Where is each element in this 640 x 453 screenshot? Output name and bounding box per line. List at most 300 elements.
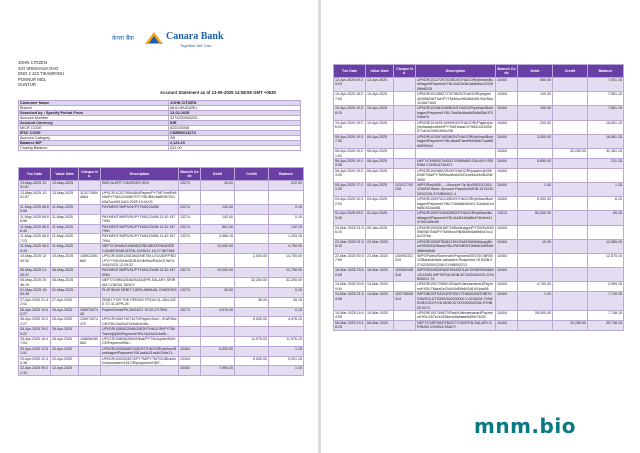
table-cell: 4,976.00 <box>201 307 235 317</box>
table-cell: 11-May-2025 06:00:56 <box>20 205 49 214</box>
table-cell: 5,000.00 <box>235 356 269 366</box>
table-cell: UPI/DR/1086922068/2/BONTHAGORI/PYTM/Trans/jbjUtil/Payment/YBL/4c2bc2c4a9b... <box>101 327 179 337</box>
table-cell: 03-Apr-2025 <box>366 197 394 211</box>
table-cell: 13274 <box>179 214 201 224</box>
table-cell: UPI/DR/101081198/BONTHAGORI/yblhan/Bonthagori/Payment/YBL/7ba5dc8ba8d2b8d/5a1f7004ba7d <box>416 106 496 120</box>
table-cell <box>553 182 588 196</box>
table-cell: 11-May-2025 06:00:43 <box>20 244 49 253</box>
table-cell: 10404 <box>496 106 518 120</box>
table-cell: 10404 <box>179 366 201 376</box>
table-cell <box>394 239 416 253</box>
table-cell <box>553 134 588 148</box>
table-row <box>334 120 624 134</box>
table-cell: 08-Mar-2025 19:18:25 <box>335 320 364 330</box>
table-cell: 26-Apr-2025 <box>51 307 79 317</box>
table-cell: 7,651.15 <box>588 106 624 120</box>
table-row <box>19 366 304 376</box>
table-cell: 10,000.00 <box>201 244 235 254</box>
address-line: GUNTUR <box>18 82 36 88</box>
table-cell: 10-Apr-2025 <box>366 120 394 134</box>
table-cell: 13274 <box>179 268 201 278</box>
watermark: mnm.bio <box>474 414 576 438</box>
table-cell: UPI/CR/106974074472/Paytm/Jubr/.../KARSAICBJYBL/4a2bc37e9c8/4c/8b... <box>102 317 177 326</box>
table-cell: 4,750.00 <box>518 282 553 292</box>
table-cell <box>553 92 588 106</box>
table-cell: 11-May-2025 06:08:40 <box>20 224 49 234</box>
table-cell: 26-Apr-2025 19:32:27 <box>19 317 51 327</box>
table-cell: 26-Apr-2025 19:32:27 <box>19 307 51 317</box>
summary-value: 2,123.15 <box>169 141 301 146</box>
table-cell: 10-May-2025 <box>51 254 79 268</box>
bank-name: Canara Bank <box>166 31 224 42</box>
table-cell <box>588 225 624 239</box>
table-cell <box>394 92 416 106</box>
table-cell: 22-Mar-2025 <box>366 254 394 268</box>
table-cell <box>394 106 416 120</box>
table-cell <box>201 317 235 327</box>
table-cell <box>79 366 101 376</box>
table-cell: NEFT/CNR0507945327/SBI/MAR-SALARY-SRIRAM CONSULTANCY <box>416 158 496 168</box>
table-cell <box>201 356 235 366</box>
table-cell: 26-Apr-2025 <box>51 337 79 347</box>
table-cell: 12,575.15 <box>588 254 624 268</box>
table-cell: 11,976.15 <box>269 337 304 347</box>
table-cell: 0.15 <box>269 214 304 224</box>
table-row <box>19 297 304 307</box>
column-header: Debit <box>518 65 553 78</box>
table-cell: 26-Apr-2025 19:25:22 <box>19 327 51 337</box>
table-cell: 13274 <box>179 181 201 191</box>
table-cell: 32,250.00 <box>235 278 269 288</box>
table-cell: 10404 <box>496 120 518 134</box>
table-cell: 222.00 <box>269 181 304 191</box>
table-cell: 100718006 314 <box>394 292 416 311</box>
table-cell: SBINT FOR THE PERIOD FROM 01-JAN-2025 TO 31-APR-25 <box>101 297 179 307</box>
table-cell: UPI/DR/101090/1999/BONTHAGORI/Paytm/paytmhwaqhudhbh/PYTM/Hwasi/1/7984/14/3400/071a/1b1e8016f/5c/08 <box>416 120 496 134</box>
table-cell <box>394 320 416 330</box>
summary-label: Customer Name <box>19 101 169 106</box>
table-cell: 142.15 <box>269 224 304 234</box>
table-cell: 27-Apr-2025 <box>51 297 79 307</box>
table-cell: 22-Mar-2025 00:37:59 <box>334 254 366 268</box>
address-line: PONNUR MDL <box>18 76 47 82</box>
table-cell: 1,203.15 <box>269 234 304 244</box>
table-cell: 4,750.00 <box>269 244 304 254</box>
column-header: Credit <box>553 65 588 78</box>
table-cell: SMS ALERT CHARGES HDV <box>101 181 179 191</box>
table-cell <box>179 254 201 268</box>
table-cell <box>179 327 201 337</box>
table-cell <box>553 225 588 239</box>
table-cell: 11-May-2025 <box>51 244 79 254</box>
table-cell <box>394 120 416 134</box>
table-cell: 13-May-2025 <box>51 190 79 204</box>
table-row <box>334 225 624 239</box>
table-cell: 06-Apr-2025 19:19:38 <box>334 158 366 168</box>
table-cell <box>394 310 416 320</box>
table-row <box>19 307 304 317</box>
table-cell: 14,750.00 <box>269 254 304 268</box>
table-cell: 13274 <box>179 307 201 317</box>
table-cell: 200.00 <box>518 120 553 134</box>
address-line: DNO 2 122 TIKAMPADU <box>18 71 65 77</box>
table-cell: 101017782 228 <box>394 182 416 196</box>
table-cell <box>394 158 416 168</box>
summary-label: Balance B/F <box>19 141 169 146</box>
table-cell: 52,000.00 <box>518 211 553 225</box>
table-cell: PLATINUM DEBIT CARD ANNUAL CHARGES <box>101 287 179 297</box>
column-header: Value Date <box>51 168 79 181</box>
table-cell <box>79 224 101 234</box>
table-cell: IMPS/Failed/Surrender/Payment/GEOS/CNR0012/Bank/details validation:Snapment Of MOB:3274220000/2206-SYNB000213 <box>416 254 496 268</box>
table-row <box>334 310 624 320</box>
table-cell <box>235 268 269 278</box>
table-cell: 1.00 <box>518 182 553 196</box>
table-cell: 10404 <box>496 310 518 320</box>
table-cell: 22-Mar-2025 <box>366 239 394 253</box>
table-cell: 15.00 <box>201 181 235 191</box>
column-header: Cheque No. <box>79 168 101 181</box>
summary-label: MICR CODE <box>19 126 169 131</box>
table-cell: 27-Apr-2025 21:32:51 <box>19 297 51 307</box>
table-cell: 12-Apr-2025 09:25:04 <box>334 78 366 92</box>
table-cell: 32,250.00 <box>553 320 588 330</box>
table-cell: 1.15 <box>588 182 624 196</box>
table-cell <box>588 268 624 282</box>
table-cell: 35.15 <box>269 297 304 307</box>
column-header: Txn Date <box>334 65 366 78</box>
table-cell: 0.15 <box>269 307 304 317</box>
table-cell: 14-Mar-2025 <box>366 292 394 311</box>
table-cell: 12513 <box>496 211 518 225</box>
table-cell <box>394 282 416 292</box>
statement-title: Account Statement as of 13-05-2025 14:58:55 GMT +0530 <box>160 90 276 95</box>
table-cell: 14-Mar-2025 20:59:54 <box>335 282 364 291</box>
table-cell: 13274 <box>179 234 201 244</box>
table-cell: 20-Apr-2025 <box>51 346 79 356</box>
table-cell: PAYMENT/IMPS/91/PYTM0123456 11:30 1577994 <box>101 234 179 244</box>
table-cell <box>235 287 269 297</box>
table-cell: 1.15 <box>269 346 304 356</box>
table-cell <box>79 278 101 288</box>
table-cell <box>518 254 553 268</box>
table-cell: 106974074 28 <box>79 307 101 317</box>
summary-row <box>19 146 301 151</box>
table-cell <box>179 278 201 288</box>
table-cell <box>79 244 101 254</box>
table-cell <box>518 225 553 239</box>
table-cell: UPI/DR/1009702645/BONTHAGORI/yblhan/Bonthagori/Payment/YBL/AAEd1f4a8bd74b3ee41475d1405cb8 <box>416 211 496 225</box>
table-cell: 4,976.15 <box>269 317 304 327</box>
table-cell: IMPS/BONTHAGORI/YBLYTHANGA/ATHBONDIM/SOLUTIONS/300000000 0-0234004 7/HWKDBSJGX/YVN MOB:3274220000/2206-SYNB00 0274 <box>416 292 496 311</box>
table-cell <box>518 320 553 330</box>
table-cell: 11-May-2025 <box>51 234 79 244</box>
table-cell: UPI/DR/100976224/BONTHAGORI/yblhan/Bonthagori/Payment/YBL/71b8a6b3b0e3 31a3ed1e4fa8d1f32ac681 <box>417 197 494 210</box>
table-cell: 10-Apr-2025 19:26:03 <box>334 120 366 134</box>
table-cell: UPI/CR/1086962806/Nihal/PYTM/Jupiter/BAHCE/Payment/Bkh... <box>101 337 179 347</box>
table-cell <box>79 297 101 307</box>
table-cell: 7,748.15 <box>588 310 624 320</box>
table-cell: UPI/CR/108912081663/NETIM LRJ/JIDP/FBOLPY/***0010/HbOlDRJI/HibRsh/PaOrOl WE/10/05/2025 12:29:32 <box>101 254 179 268</box>
table-cell <box>553 292 588 311</box>
table-cell: 10404 <box>496 158 518 168</box>
table-cell: 11-May-2025 06:08:56 <box>20 214 49 224</box>
table-cell <box>201 337 235 347</box>
table-cell: 16-Mar-2025 <box>366 268 394 282</box>
account-summary-table <box>18 100 301 151</box>
summary-value: 3274220000202 <box>169 116 301 121</box>
table-cell: 05-Apr-2025 17:21:29 <box>334 182 366 196</box>
table-cell <box>416 149 496 159</box>
canara-bank-logo <box>112 28 232 50</box>
table-cell <box>394 168 416 182</box>
table-cell: 5,000.00 <box>201 346 235 356</box>
table-cell: 231.15 <box>588 158 624 168</box>
table-cell: 10.00 <box>518 239 553 253</box>
table-cell: 6.15 <box>588 197 624 211</box>
summary-label: Account Category <box>19 136 169 141</box>
table-cell: 24-Mar-2025 21:06:10 <box>334 225 366 239</box>
table-row <box>19 205 304 215</box>
table-cell <box>79 205 101 215</box>
table-row <box>19 337 304 347</box>
table-cell <box>553 310 588 320</box>
table-cell: 11-May-2025 <box>51 224 79 234</box>
table-cell: 100.00 <box>518 92 553 106</box>
table-cell: 09-Jan-2025 <box>366 225 394 239</box>
table-row <box>334 254 624 268</box>
table-cell <box>201 190 235 204</box>
table-cell: UPI/DR/100997828474/KONA/HWAMA/pay@hw49280002/Bank/YBL/PAYMENT/a9fab1df9ba5486e69848 <box>416 239 496 253</box>
table-cell: UPI/DR/100988/2/BONTHAGORI/paytm/@0956/08/TNA/PYTM/MooBo6430014e6ed/4e8b2563000 <box>416 168 496 182</box>
table-cell: 7,551.15 <box>588 92 624 106</box>
table-cell: 09-Apr-2025 19:37:00 <box>334 134 366 148</box>
table-cell: 20-Apr-2025 <box>51 356 79 366</box>
table-cell: 0.15 <box>269 205 304 215</box>
table-cell: 13-May-2025 <box>51 181 79 191</box>
table-cell: 19,000.00 <box>201 268 235 278</box>
table-cell <box>201 327 235 337</box>
table-cell <box>179 244 201 254</box>
table-cell: 1.15 <box>269 366 304 376</box>
table-cell: 11-May-2025 <box>51 205 79 215</box>
table-cell: 7,749.15 <box>588 292 624 311</box>
table-row <box>334 239 624 253</box>
table-row <box>334 168 624 182</box>
column-header: Value Date <box>366 65 394 78</box>
table-cell: 12-Apr-2025 <box>366 78 394 92</box>
table-cell: 10404 <box>496 292 518 311</box>
table-cell: 12,565.15 <box>588 239 624 253</box>
table-cell <box>553 268 588 282</box>
table-cell: IMPS/Ravi/AM/...../Account Sp No/4581111161/1/16039 Bank: Account Payment/MOB:3274220000/2206-SYNB00021 4 <box>416 182 496 196</box>
table-row <box>19 287 304 297</box>
summary-label: Account Number <box>19 116 169 121</box>
table-cell <box>179 317 201 327</box>
column-header: Txn Date <box>19 168 51 181</box>
table-cell <box>235 234 269 244</box>
summary-label: Searched by : Specify Period From <box>19 111 169 116</box>
table-cell <box>553 282 588 292</box>
bank-hindi-name: केनरा बैंक <box>112 35 134 42</box>
table-cell: 13274 <box>179 287 201 297</box>
table-cell: 10-May-2025 12:29:32 <box>19 254 51 268</box>
table-row <box>19 356 304 366</box>
table-cell: 01-May-2025 10:53:38 <box>19 287 51 297</box>
table-header-row <box>334 65 624 78</box>
table-cell <box>553 254 588 268</box>
table-cell: 100992331 319 <box>394 254 416 268</box>
table-row <box>19 317 304 327</box>
table-cell: 10-Apr-2025 19:28:20 <box>334 106 366 120</box>
table-cell: 36.00 <box>235 297 269 307</box>
table-cell <box>553 106 588 120</box>
bank-tagline: Together We Can <box>180 43 212 48</box>
table-cell: 06-May-2025 20:46:19 <box>19 278 51 288</box>
table-cell: 10404 <box>496 239 518 253</box>
table-cell: 3,486.15 <box>201 234 235 244</box>
table-cell: PAYMENT/IMPS/91/PYTM0123456 <box>101 205 179 215</box>
table-cell <box>201 254 235 268</box>
table-cell: 12-Apr-2025 09:21:33 <box>19 366 51 376</box>
table-cell: 06-Mar-2025 <box>366 320 394 330</box>
table-cell: 100.00 <box>518 106 553 120</box>
table-cell: 10404 <box>496 134 518 148</box>
table-cell: 113273954 4864 <box>79 190 101 204</box>
bank-emblem-icon <box>144 31 164 45</box>
table-cell: 10404 <box>496 78 518 92</box>
table-cell: 06-May-2025 <box>51 268 79 278</box>
table-cell: PAYMENT/IMPS/91/PYTM0123456 11:30 1577994 <box>101 214 179 224</box>
statement-page-2 <box>321 0 640 453</box>
table-cell: 06-Apr-2025 19:23:00 <box>334 168 366 182</box>
table-cell: 1.00 <box>518 292 553 311</box>
table-cell <box>79 356 101 366</box>
table-cell: 32,481.15 <box>588 149 624 159</box>
table-row <box>334 292 624 311</box>
table-cell <box>518 149 553 159</box>
table-cell: 28,000.00 <box>518 310 553 320</box>
table-cell: 11,975.00 <box>235 337 269 347</box>
table-row <box>334 197 624 211</box>
table-cell: 0.15 <box>269 287 304 297</box>
table-cell <box>553 78 588 92</box>
table-cell: 108696280 663 <box>79 337 101 347</box>
table-cell <box>179 297 201 307</box>
table-cell <box>235 366 269 376</box>
table-cell <box>518 268 553 282</box>
table-cell <box>235 346 269 356</box>
table-cell: 142.00 <box>201 214 235 224</box>
table-cell <box>553 120 588 134</box>
summary-value: CNRB0013274 <box>169 131 301 136</box>
table-cell: 10404 <box>496 254 518 268</box>
table-row <box>334 106 624 120</box>
table-cell: NEFT/CNR04254629432/APR-SALARY-SRIRAM CONSULTANCY <box>101 278 179 288</box>
table-cell: 14-Mar-2025 21:34:55 <box>334 292 366 311</box>
table-cell <box>269 327 304 337</box>
table-cell: UPI/DR/100/72560/1/Ravi/Krishnamanari/Payment/YBL/78aba2e20d4/4d59b643d19/1bac98 <box>416 282 496 292</box>
table-cell: 12-Apr-2025 <box>51 366 79 376</box>
table-cell: 5,650.00 <box>518 158 553 168</box>
table-cell: UPI/CR/113273954484/Paytm/PYTM/Txn#Ref/NA/PYTM0123456/TOT/YBL/B9c3a8f29f7201b0a7cc4f413d19 2025 19:44:03 <box>102 190 177 204</box>
table-cell: 10-Apr-2025 <box>366 106 394 120</box>
table-row <box>19 327 304 337</box>
column-header: Description <box>416 65 496 78</box>
table-cell: 3,000.00 <box>518 134 553 148</box>
table-cell: 13274 <box>179 205 201 215</box>
table-row <box>19 244 304 254</box>
table-cell: 09-Apr-2025 <box>366 134 394 148</box>
address-line: S/O SRINIVASA RAO <box>18 65 59 71</box>
table-cell: UPI/DR/1000053574/PYTM/PYTM7/ZUBI/ankit/chandradev/1517/Repayment/HDF... <box>101 356 179 366</box>
table-cell: 106974074 472 <box>79 317 101 327</box>
table-cell: 06-Apr-2025 <box>366 149 394 159</box>
table-row <box>19 234 304 244</box>
column-header: Cheque No. <box>394 65 416 78</box>
table-cell <box>553 239 588 253</box>
table-cell: 561.00 <box>201 224 235 234</box>
table-row <box>19 268 304 278</box>
table-row <box>334 92 624 106</box>
table-header-row <box>19 168 304 181</box>
column-header: Description <box>101 168 179 181</box>
table-cell: 7,001.15 <box>588 78 624 92</box>
customer-address <box>18 60 64 88</box>
table-cell <box>235 181 269 191</box>
transactions-table-page-2 <box>333 64 624 331</box>
table-row <box>19 181 304 191</box>
table-cell: 05-Apr-2025 <box>366 182 394 196</box>
table-row <box>19 254 304 268</box>
table-cell <box>553 211 588 225</box>
table-row <box>334 211 624 225</box>
table-cell: UPI/DR/101067/8/2/BONTHAGORI/yblhan/Bonthagori/Payment/YBL/aba0f7aeef9d4ddb71aa68b56994e0 <box>416 134 496 148</box>
table-cell: 10-Mar-2025 <box>366 310 394 320</box>
table-cell: 32,250.00 <box>553 149 588 159</box>
summary-value: JOHN CITIZEN <box>169 101 301 106</box>
table-cell: 12,750.00 <box>269 268 304 278</box>
table-cell: 03-Apr-2025 10:32:00 <box>334 197 366 211</box>
table-cell: 20-Apr-2025 12:51:51 <box>19 346 51 356</box>
table-cell <box>394 134 416 148</box>
table-cell: 32,250.00 <box>269 278 304 288</box>
table-cell: 14-Mar-2025 <box>366 282 394 292</box>
table-cell: 06-Apr-2025 <box>366 158 394 168</box>
table-row <box>334 134 624 148</box>
table-cell <box>235 224 269 234</box>
table-cell <box>394 225 416 239</box>
table-cell: 10404 <box>496 282 518 292</box>
table-row <box>334 149 624 159</box>
table-cell: 01-Apr-2025 09:09:26 <box>334 211 366 225</box>
summary-value: 222.00 <box>169 146 301 151</box>
table-cell <box>235 190 269 204</box>
table-cell <box>553 158 588 168</box>
summary-label: Branch <box>19 106 169 111</box>
table-cell: 10-Apr-2025 18:27:00 <box>334 92 366 106</box>
table-cell: 26-Apr-2025 <box>51 327 79 337</box>
table-cell: 35,748.15 <box>588 320 624 330</box>
table-cell: 2,999.15 <box>588 282 624 292</box>
table-cell <box>235 214 269 224</box>
table-cell: 20-Apr-2025 12:46:38 <box>19 356 51 366</box>
table-cell: 10404 <box>496 320 518 330</box>
table-row <box>19 190 304 204</box>
table-cell: UPI/DR/101286271767/BONTHAGORI/paytm/@0956/08/TNA/PYTM/Moo/HB46d/d91/0/e/5ba1e18d716/0 <box>416 92 496 106</box>
table-row <box>334 158 624 168</box>
table-row <box>334 320 624 330</box>
